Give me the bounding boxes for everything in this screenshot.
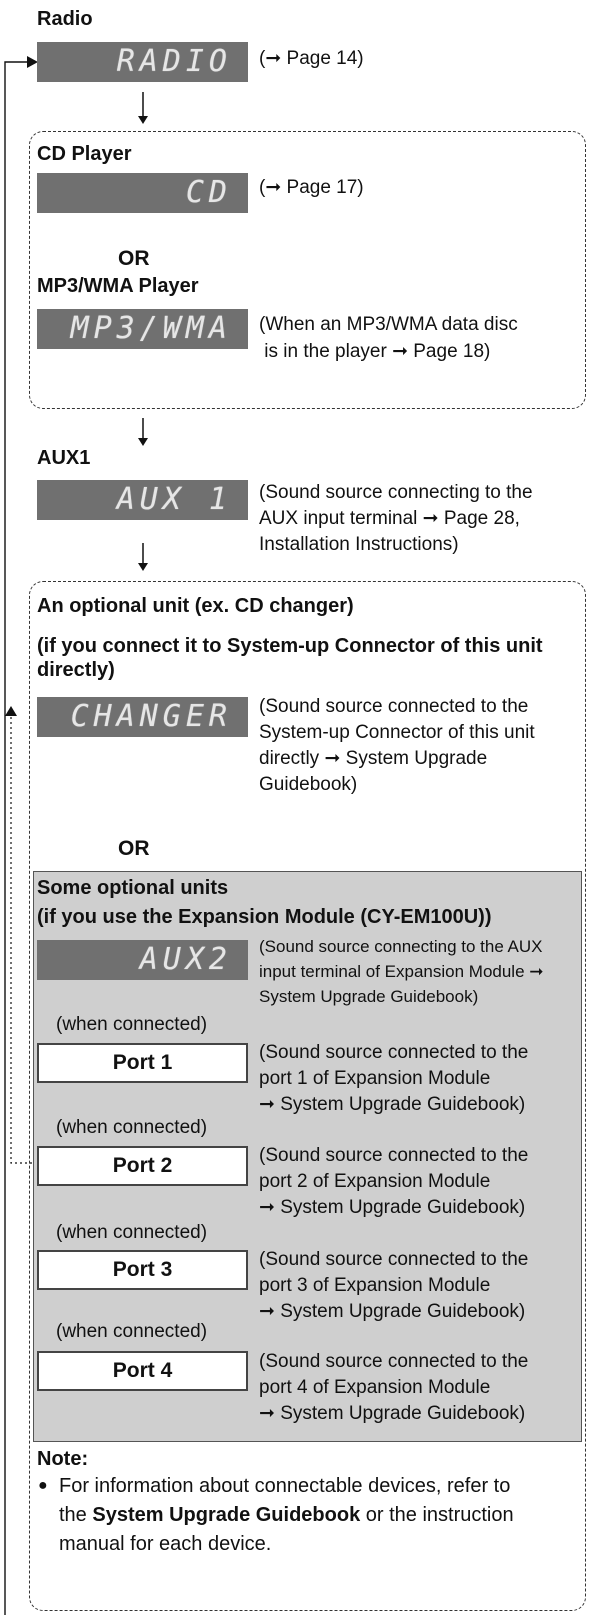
aux2-display: AUX2 bbox=[37, 940, 248, 980]
radio-page-ref: (➞ Page 14) bbox=[259, 48, 364, 69]
aux1-title: AUX1 bbox=[37, 447, 91, 469]
expansion-subtitle: (if you use the Expansion Module (CY-EM100U)) bbox=[37, 906, 492, 928]
note-line2-post: or the instruction bbox=[360, 1504, 514, 1526]
port-3-box: Port 3 bbox=[37, 1250, 248, 1290]
port-2-desc-line3: ➞ System Upgrade Guidebook) bbox=[259, 1197, 526, 1218]
mp3-title: MP3/WMA Player bbox=[37, 275, 199, 297]
optional-subtitle-line1: (if you connect it to System-up Connector of this unit bbox=[37, 635, 543, 657]
aux1-display: AUX 1 bbox=[37, 480, 248, 520]
note-line1: For information about connectable devices, refer to bbox=[59, 1475, 511, 1497]
port-2-desc-line1: (Sound source connected to the bbox=[259, 1145, 529, 1166]
loop-back-line bbox=[5, 62, 32, 1615]
aux2-desc-line3: System Upgrade Guidebook) bbox=[259, 987, 479, 1006]
port-1-desc-line3: ➞ System Upgrade Guidebook) bbox=[259, 1094, 526, 1115]
changer-desc-line3: directly ➞ System Upgrade bbox=[259, 748, 488, 769]
port-1-desc-line1: (Sound source connected to the bbox=[259, 1042, 529, 1063]
when-connected-label: (when connected) bbox=[56, 1222, 208, 1243]
port-3-desc-line2: port 3 of Expansion Module bbox=[259, 1275, 491, 1296]
cd-page-ref: (➞ Page 17) bbox=[259, 177, 364, 198]
aux2-desc-line2: input terminal of Expansion Module ➞ bbox=[259, 962, 544, 981]
aux1-desc-line1: (Sound source connecting to the bbox=[259, 482, 533, 503]
aux2-desc-line1: (Sound source connecting to the AUX bbox=[259, 937, 543, 956]
port-3-desc-line3: ➞ System Upgrade Guidebook) bbox=[259, 1301, 526, 1322]
port-3-desc-line1: (Sound source connected to the bbox=[259, 1249, 529, 1270]
changer-desc-line2: System-up Connector of this unit bbox=[259, 722, 535, 743]
note-line2-pre: the bbox=[59, 1504, 93, 1526]
mp3-desc-line2: is in the player ➞ Page 18) bbox=[259, 341, 491, 362]
aux1-desc-line2: AUX input terminal ➞ Page 28, bbox=[259, 508, 520, 529]
port-2-desc-line2: port 2 of Expansion Module bbox=[259, 1171, 491, 1192]
when-connected-label: (when connected) bbox=[56, 1014, 208, 1035]
cd-or-label: OR bbox=[118, 247, 150, 270]
note-bullet-icon: ● bbox=[38, 1477, 48, 1494]
changer-display: CHANGER bbox=[37, 697, 248, 737]
cd-title: CD Player bbox=[37, 143, 132, 165]
note-line2 bbox=[59, 1503, 514, 1527]
optional-title: An optional unit (ex. CD changer) bbox=[37, 595, 354, 617]
note-line3: manual for each device. bbox=[59, 1533, 272, 1555]
optional-subtitle-line2: directly) bbox=[37, 659, 115, 681]
optional-or-label: OR bbox=[118, 837, 150, 860]
port-1-box: Port 1 bbox=[37, 1043, 248, 1083]
expansion-title: Some optional units bbox=[37, 877, 229, 899]
mp3-desc-line1: (When an MP3/WMA data disc bbox=[259, 314, 518, 335]
when-connected-label: (when connected) bbox=[56, 1321, 208, 1342]
port-4-desc-line1: (Sound source connected to the bbox=[259, 1351, 529, 1372]
aux1-desc-line3: Installation Instructions) bbox=[259, 534, 459, 555]
port-4-desc-line2: port 4 of Expansion Module bbox=[259, 1377, 491, 1398]
note-title: Note: bbox=[37, 1448, 89, 1470]
note-guidebook-name: System Upgrade Guidebook bbox=[92, 1504, 361, 1526]
cd-display: CD bbox=[37, 173, 248, 213]
port-2-box: Port 2 bbox=[37, 1146, 248, 1186]
radio-title: Radio bbox=[37, 8, 93, 30]
radio-display: RADIO bbox=[37, 42, 248, 82]
when-connected-label: (when connected) bbox=[56, 1117, 208, 1138]
port-1-desc-line2: port 1 of Expansion Module bbox=[259, 1068, 491, 1089]
changer-desc-line4: Guidebook) bbox=[259, 774, 358, 795]
dotted-return-arrowhead bbox=[5, 706, 17, 716]
port-4-box: Port 4 bbox=[37, 1351, 248, 1391]
port-4-desc-line3: ➞ System Upgrade Guidebook) bbox=[259, 1403, 526, 1424]
changer-desc-line1: (Sound source connected to the bbox=[259, 696, 529, 717]
mp3-display: MP3/WMA bbox=[37, 309, 248, 349]
